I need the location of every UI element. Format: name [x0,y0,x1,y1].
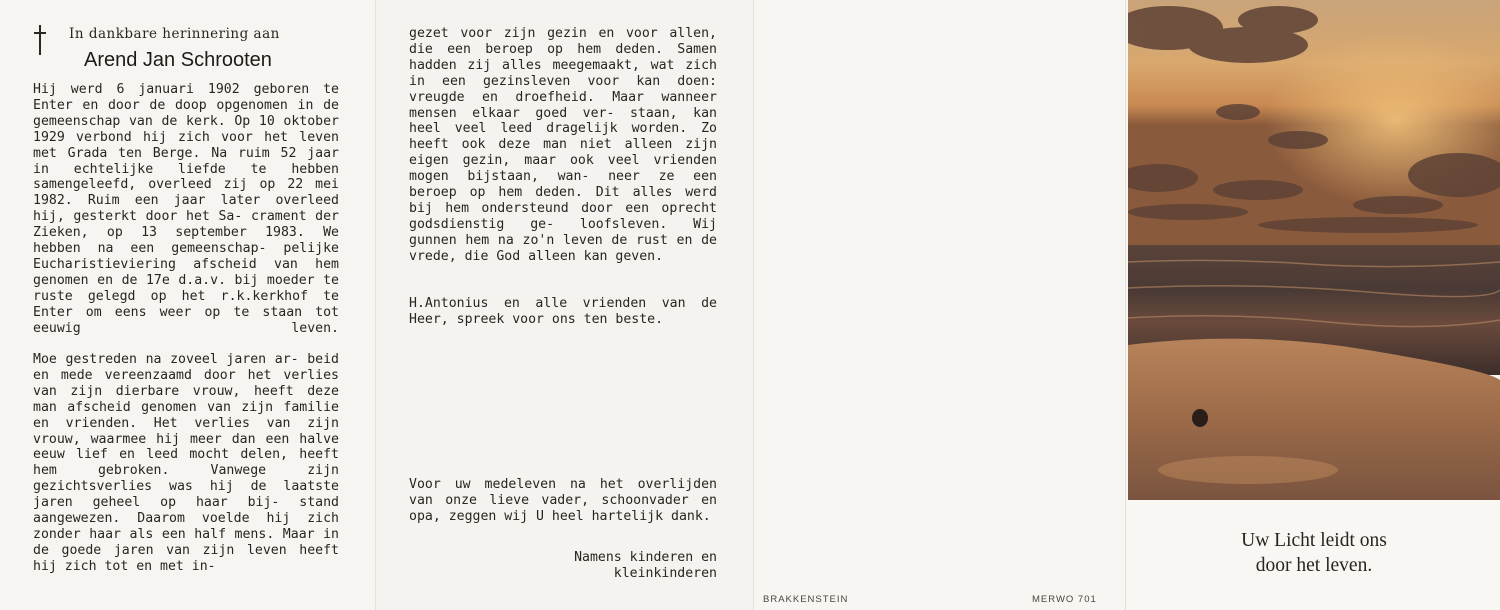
tribute-continuation: gezet voor zijn gezin en voor allen, die een beroep op hem deden. Samen hadden zij alles meegemaakt, wat zich in een gezinsleven voor kan doen: vreugde en droefheid. Maar wanneer mensen elkaar goed ver- staan, kan heel veel leed dragelijk worden. Zo heeft ook deze man niet alleen zijn eigen gezin, maar ook veel vrienden mogen bijstaan, wan- neer ze een beroep op hem deden. Dit alles werd bij hem ondersteund door een oprecht godsdienstig ge- loofsleven. Wij gunnen hem na zo'n leven de rust en de vrede, die God alleen kan geven. [409,26,717,264]
memorial-lead: In dankbare herinnering aan [69,26,280,42]
quote-line-1: Uw Licht leidt ons [1241,530,1387,551]
quote-line-2: door het leven. [1255,555,1373,576]
panel-blank [753,0,1125,610]
tribute-paragraph: Moe gestreden na zoveel jaren ar- beid en mede vereenzaamd door het verlies van zijn dierbare vrouw, heeft deze man afscheid genomen van zijn familie en vrienden. Het verlies van zijn vrouw, waarmee hij meer dan een halve eeuw lief en leed mocht delen, heeft hem gebroken. Vanwege zijn gezichtsverlies was hij de laatste jaren geheel op haar bij- stand aangewezen. Daarom voelde hij zich zonder haar als een half mens. Maar in de goede jaren van zijn leven heeft hij zich tot en met in- [33,352,339,574]
prayer-paragraph: H.Antonius en alle vrienden van de Heer, spreek voor ons ten beste. [409,296,717,327]
printer-brand: BRAKKENSTEIN [763,594,849,605]
deceased-name: Arend Jan Schrooten [84,49,272,71]
cross-icon [33,25,47,55]
print-code: MERWO 701 [1032,594,1097,605]
cover-quote [1128,528,1500,578]
sunset-beach-photo [1128,0,1500,500]
biography-paragraph: Hij werd 6 januari 1902 geboren te Enter en door de doop opgenomen in de gemeenschap van de kerk. Op 10 oktober 1929 verbond hij zich voor het leven met Grada ten Berge. Na ruim 52 jaar in echtelijke liefde te hebben samengeleefd, overleed zij op 22 mei 1982. Ruim een jaar later overleed hij, gesterkt door het Sa- crament der Zieken, op 13 september 1983. We hebben na een gemeenschap- pelijke Eucharistieviering afscheid van hem genomen en de 17e d.a.v. bij moeder te ruste gelegd op het r.k.kerkhof te Enter om eens weer op te staan tot eeuwig leven. [33,82,339,336]
thanks-paragraph: Voor uw medeleven na het overlijden van onze lieve vader, schoonvader en opa, zeggen wij U heel hartelijk dank. [409,477,717,524]
signature-family: Namens kinderen en kleinkinderen [574,550,717,581]
